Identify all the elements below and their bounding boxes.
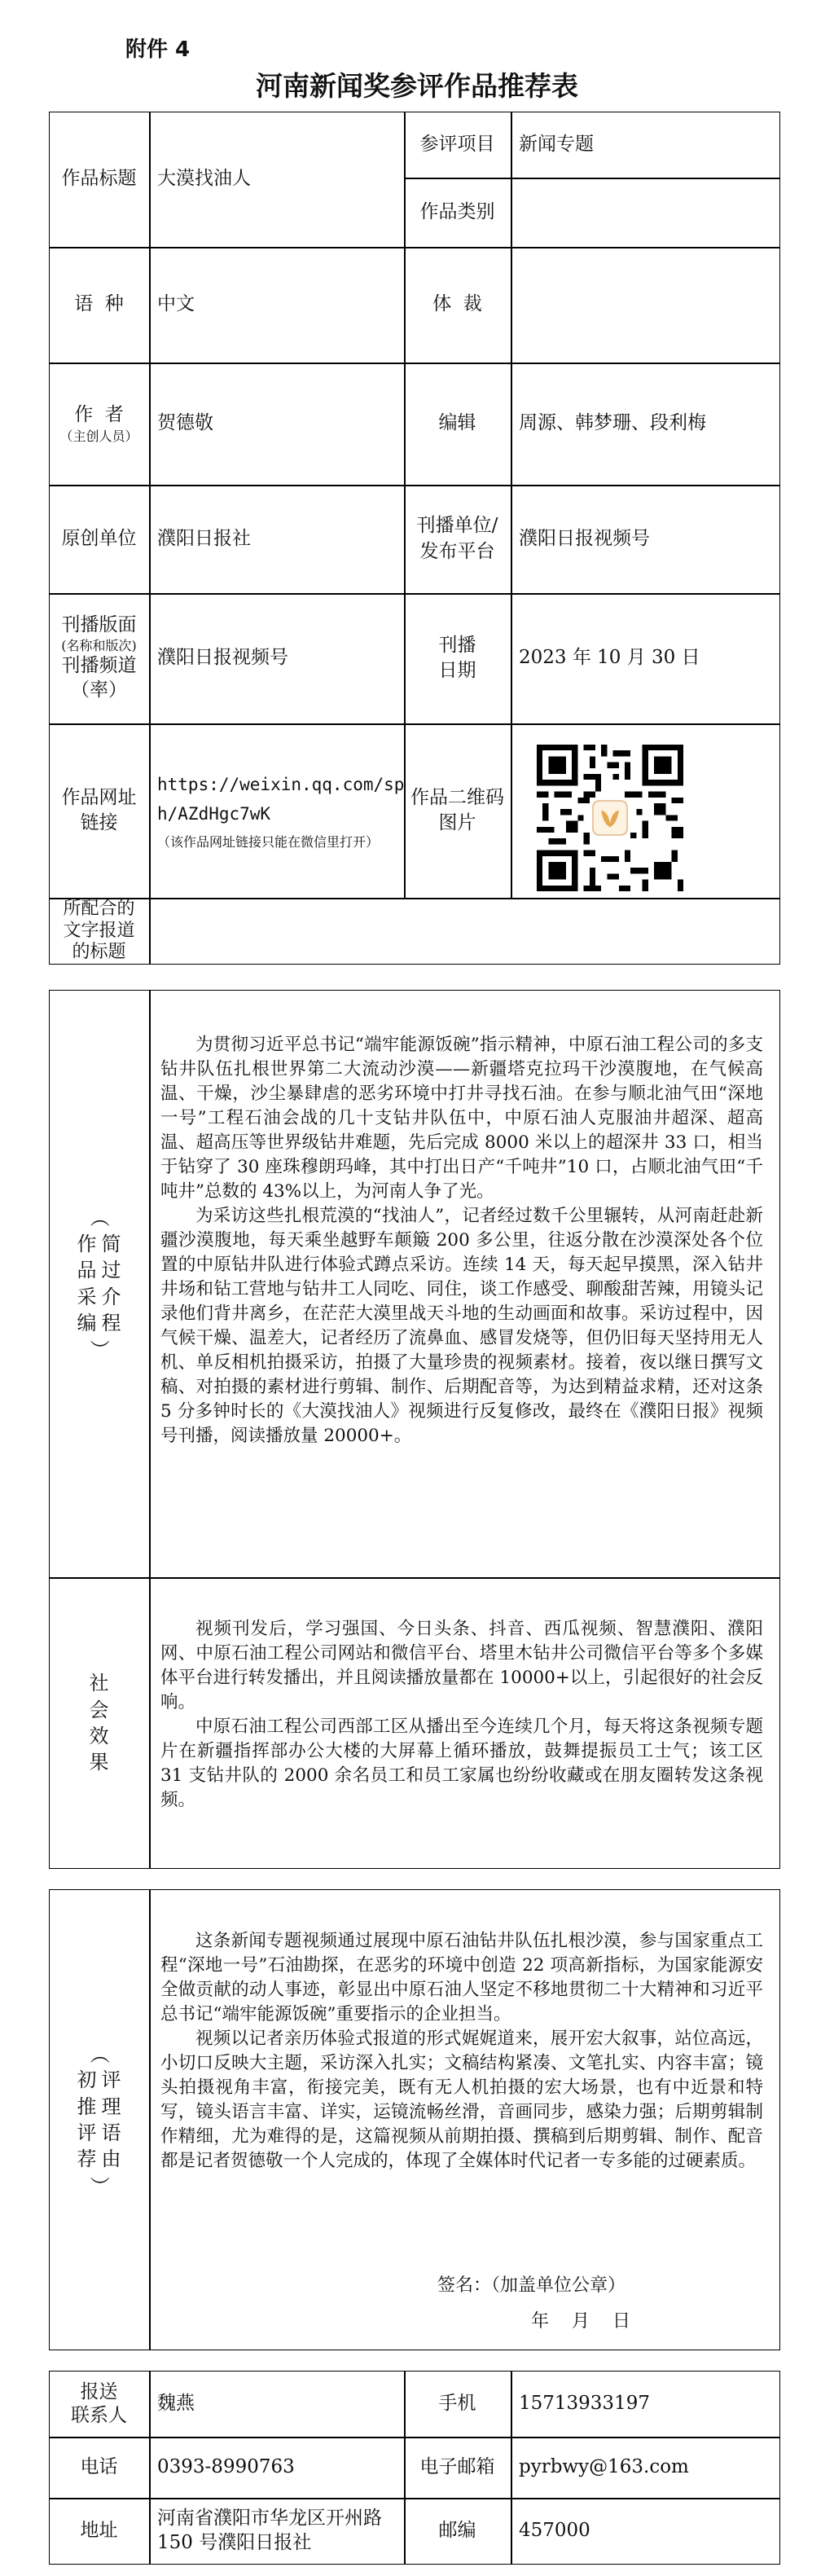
author-value: 贺德敬 [157,412,213,434]
review-label-char: 语 [101,2121,121,2144]
review-label [49,1889,149,2350]
review-label-char: 评 [101,2068,121,2092]
origin-label: 原创单位 [61,527,137,549]
effect-label-char: 社 [89,1672,109,1695]
review-label-char: （ [87,2044,111,2064]
qr-label-line1: 作品二维码 [410,786,504,808]
effect-paragraph: 视频刊发后，学习强国、今日头条、抖音、西瓜视频、智慧濮阳、濮阳网、中原石油工程公司网站和微信平台、塔里木钻井公司微信平台等多个多媒体平台进行转发播出，并且阅读播放量都在 10000+以上，引起很好的社会反响。 [160,1619,763,1712]
author-sub-label: （主创人员） [59,428,138,444]
work-type-label: 作品类别 [419,200,495,222]
category-value: 新闻专题 [519,133,594,155]
qr-label-cell [404,723,511,898]
publisher-value: 濮阳日报视频号 [519,527,650,549]
contact-label-cell [49,2371,149,2437]
address-value-cell [149,2498,404,2565]
language-value: 中文 [157,293,195,315]
date-label-line1: 刊播 [438,634,476,656]
layout-label-cell [49,593,149,723]
review-paragraph: 这条新闻专题视频通过展现中原石油钻井队伍扎根沙漠，参与国家重点工程“深地一号”石油勘探，在恶劣的环境中创造 22 项高新指标，为国家能源安全做贡献的动人事迹，彰显出中原石油人坚定不移地贯彻二十大精神和习近平总书记“端牢能源饭碗”重要指示的企业担当。 [160,1931,763,2024]
signature-line: 签名：（加盖单位公章） [437,2275,626,2297]
review-label-char: ） [87,2175,111,2196]
effect-paragraph: 中原石油工程公司西部工区从播出至今连续几个月，每天将这条视频专题片在新疆指挥部办公大楼的大屏幕上循环播放，鼓舞提振员工士气；该工区 31 支钻井队的 2000 余名员工和员工家属也纷纷收藏或在朋友圈转发这条视频。 [160,1717,763,1810]
url-link-line1[interactable]: https://weixin.qq.com/sp [157,775,405,795]
intro-paragraph: 为贯彻习近平总书记“端牢能源饭碗”指示精神，中原石油工程公司的多支钻井队伍扎根世界第二大流动沙漠——新疆塔克拉玛干沙漠腹地，在气候高温、干燥，沙尘暴肆虐的恶劣环境中打井寻找石油。在参与顺北油气田“深地一号”工程石油会战的几十支钻井队伍中，中原石油人克服油井超深、超高温、超高压等世界级钻井难题，先后完成 8000 米以上的超深井 33 口，相当于钻穿了 30 座珠穆朗玛峰，其中打出日产“千吨井”10 口，占顺北油气田“千吨井”总数的 43%以上，为河南人争了光。 [160,1035,763,1202]
review-text [160,1929,763,2174]
review-label-char: 评 [77,2121,97,2144]
url-label-cell [49,723,149,898]
intro-label-char: 采 [77,1285,97,1308]
intro-label-char: 介 [101,1285,121,1308]
effect-label [49,1577,149,1869]
review-label-char: 由 [101,2147,121,2171]
intro-label-char: 作 [77,1232,97,1255]
annex-label: 附件 4 [125,37,191,62]
email-label: 电子邮箱 [419,2455,495,2477]
intro-label-char: ） [87,1339,111,1360]
editor-label: 编辑 [438,412,476,434]
url-link-line2[interactable]: h/AZdHgc7wK [157,804,271,824]
email-value[interactable]: pyrbwy@163.com [519,2455,689,2477]
publisher-label-line1: 刊播单位/ [416,515,498,537]
document-title: 河南新闻奖参评作品推荐表 [256,70,578,102]
date-label-cell [404,593,511,723]
address-line2: 150 号濮阳日报社 [157,2532,312,2553]
related-label-line2: 文字报道 [63,920,135,941]
qr-label-line2: 图片 [438,812,476,833]
genre-value [511,247,780,363]
url-label-line2: 链接 [80,812,118,833]
sign-date-line: 年 月 日 [531,2311,630,2332]
date-label-line2: 日期 [438,660,476,681]
related-label-line3: 的标题 [72,942,126,963]
work-title-label: 作品标题 [61,168,137,190]
qr-code-image [537,745,683,891]
phone-label: 电话 [80,2455,118,2477]
work-title-value: 大漠找油人 [157,168,251,190]
address-line1: 河南省濮阳市华龙区开州路 [157,2508,382,2530]
effect-label-char: 果 [89,1751,109,1774]
mobile-value: 15713933197 [519,2392,650,2414]
publisher-label-cell [404,485,511,593]
intro-label-char: 简 [101,1232,121,1255]
date-value: 2023 年 10 月 30 日 [519,647,700,669]
layout-label-line4: （率） [71,679,127,701]
mobile-label: 手机 [438,2392,476,2414]
intro-text [160,1033,763,1448]
contact-label-line1: 报送 [80,2380,118,2402]
review-label-char: 理 [101,2095,121,2118]
review-label-char: 推 [77,2095,97,2118]
layout-label-line3: 刊播频道 [61,655,137,677]
genre-label: 体 裁 [432,293,482,315]
intro-label [49,990,149,1577]
author-label: 作 者 [74,403,124,425]
layout-label-line2: (名称和版次) [61,637,137,653]
intro-label-char: 程 [101,1311,121,1334]
layout-label-line1: 刊播版面 [61,613,137,635]
address-label: 地址 [80,2520,118,2542]
review-label-char: 荐 [77,2147,97,2171]
language-label: 语 种 [74,293,124,315]
url-value-cell [149,723,404,898]
intro-label-grid [77,1204,121,1362]
intro-label-char: 过 [101,1259,121,1282]
url-label-line1: 作品网址 [61,786,137,808]
effect-label-char: 效 [89,1725,109,1747]
contact-label-line2: 联系人 [71,2404,127,2426]
author-label-cell [49,363,149,485]
postcode-value: 457000 [519,2520,590,2542]
effect-text [160,1617,763,1813]
intro-label-char: （ [87,1207,111,1228]
editor-value: 周源、韩梦珊、段利梅 [519,412,706,434]
work-type-value [511,178,780,247]
layout-value: 濮阳日报视频号 [157,647,288,669]
review-paragraph: 视频以记者亲历体验式报道的形式娓娓道来，展开宏大叙事，站位高远，小切口反映大主题，采访深入扎实；文稿结构紧凑、文笔扎实、内容丰富；镜头拍摄视角丰富，衔接完美，既有无人机拍摄的宏大场景，也有中近景和特写，镜头语言丰富、详实，运镜流畅丝滑，音画同步，感染力强；后期剪辑制作精细，尤为难得的是，这篇视频从前期拍摄、撰稿到后期剪辑、制作、配音都是记者贺德敬一个人完成的，体现了全媒体时代记者一专多能的过硬素质。 [160,2029,763,2171]
intro-label-char: 编 [77,1311,97,1334]
postcode-label: 邮编 [438,2520,476,2542]
related-label-line1: 所配合的 [63,899,135,920]
publisher-label-line2: 发布平台 [419,540,495,562]
related-label-cell [49,898,149,965]
category-label: 参评项目 [419,133,495,155]
review-label-char: 初 [77,2068,97,2092]
intro-label-char: 品 [77,1259,97,1282]
intro-paragraph: 为采访这些扎根荒漠的“找油人”，记者经过数千公里辗转，从河南赶赴新疆沙漠腹地，每天乘坐越野车颠簸 200 多公里，往返分散在沙漠深处各个位置的中原钻井队进行体验式蹲点采访。连续 14 天，每天起早摸黑，深入钻井井场和钻工营地与钻井工人同吃、同住，谈工作感受、聊酸甜苦辣，用镜头记录他们背井离乡，在茫茫大漠里战天斗地的生动画面和故事。采访过程中，因气候干燥、温差大，记者经历了流鼻血、感冒发烧等，但仍旧每天坚持用无人机、单反相机拍摄采访，拍摄了大量珍贵的视频素材。接着，夜以继日撰写文稿、对拍摄的素材进行剪辑、制作、后期配音等，为达到精益求精，还对这条 5 分多钟时长的《大漠找油人》视频进行反复修改，最终在《濮阳日报》视频号刊播，阅读播放量 20000+。 [160,1206,763,1446]
effect-label-char: 会 [89,1698,109,1721]
related-value [149,898,780,965]
phone-value: 0393-8990763 [157,2455,295,2477]
contact-value: 魏燕 [157,2392,195,2414]
url-note: （该作品网址链接只能在微信里打开） [157,834,380,851]
origin-value: 濮阳日报社 [157,527,251,549]
